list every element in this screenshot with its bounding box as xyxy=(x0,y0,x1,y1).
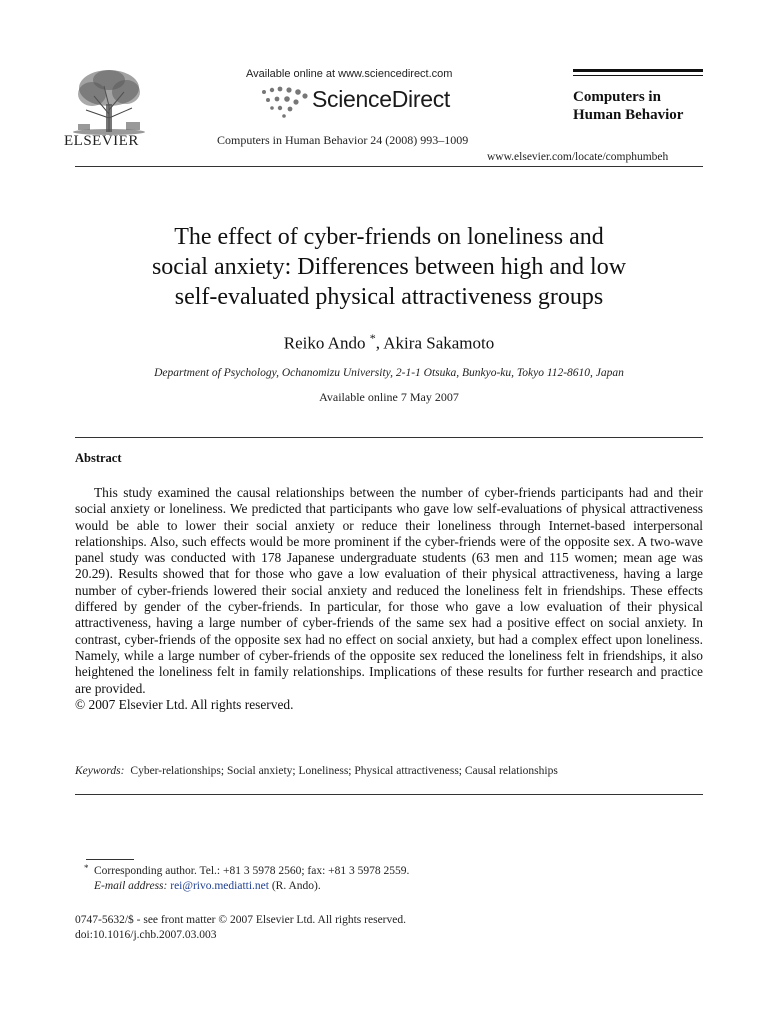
abstract-paragraph: This study examined the causal relationships between the number of cyber-friends participants had and their social anxiety or loneliness. We predicted that participants who gave low self-evaluations of physical attractiveness would be able to lower their social anxiety or reduce their loneliness through Internet-based interpersonal relationships. Also, such effects would be more prominent if the cyber-friends were of the opposite sex. A two-wave panel study was conducted with 178 Japanese undergraduate students (63 men and 115 women; mean age was 20.29). Results showed that for those who gave a low evaluation of their physical attractiveness, having a large number of cyber-friends lowered their social anxiety and reduced the loneliness felt in friendships. These effects differed by gender of the cyber-friends. In particular, for those who gave a low evaluation of their physical attractiveness, having a large number of cyber-friends of the same sex had a positive effect on social anxiety. In contrast, cyber-friends of the opposite sex had no effect on social anxiety, but had a complex effect upon loneliness. Namely, while a large number of cyber-friends of the opposite sex reduced the loneliness felt in friendships, it also heightened the loneliness felt in family relationships. Implications of these results for further research and practice are provided. xyxy=(75,485,703,696)
journal-name xyxy=(573,88,683,124)
abstract-body xyxy=(75,485,703,713)
footnote-email-line xyxy=(84,879,409,894)
email-label: E-mail address: xyxy=(94,880,168,892)
corresponding-author-mark[interactable]: * xyxy=(369,331,376,345)
journal-rule-thick xyxy=(573,69,703,72)
article-title xyxy=(75,222,703,312)
keywords xyxy=(75,765,703,777)
keywords-label: Keywords: xyxy=(75,765,125,777)
abstract-heading: Abstract xyxy=(75,451,122,465)
available-online-date: Available online 7 May 2007 xyxy=(319,390,459,404)
abstract-copyright: © 2007 Elsevier Ltd. All rights reserved. xyxy=(75,696,294,712)
article-title-line2: social anxiety: Differences between high and low xyxy=(151,254,627,280)
journal-citation: Computers in Human Behavior 24 (2008) 993–1009 xyxy=(217,133,469,147)
footnote-mark: * xyxy=(84,863,89,873)
publisher-name: ELSEVIER xyxy=(64,133,139,149)
author-list xyxy=(75,331,703,354)
author-name[interactable]: Reiko Ando xyxy=(283,333,366,353)
footnote-contact: Corresponding author. Tel.: +81 3 5978 2560; fax: +81 3 5978 2559. xyxy=(94,865,410,877)
issn-line: 0747-5632/$ - see front matter © 2007 Elsevier Ltd. All rights reserved. xyxy=(75,914,406,926)
footnote-divider xyxy=(86,859,134,860)
header-divider xyxy=(75,166,703,167)
email-link[interactable]: rei@rivo.mediatti.net xyxy=(170,880,269,892)
email-suffix: (R. Ando). xyxy=(268,880,321,892)
available-online-text: Available online at www.sciencedirect.com xyxy=(246,68,453,80)
journal-rule-thin xyxy=(573,75,703,76)
article-title-line1: The effect of cyber-friends on loneliness and xyxy=(174,224,604,250)
author-separator: , xyxy=(375,333,384,353)
journal-name-line1: Computers in xyxy=(573,89,661,105)
author-name[interactable]: Akira Sakamoto xyxy=(383,333,495,353)
journal-name-line2: Human Behavior xyxy=(573,107,684,123)
journal-url[interactable]: www.elsevier.com/locate/comphumbeh xyxy=(487,151,669,163)
abstract-bottom-divider xyxy=(75,794,703,795)
doi-line[interactable]: doi:10.1016/j.chb.2007.03.003 xyxy=(75,929,217,941)
abstract-top-divider xyxy=(75,437,703,438)
corresponding-author-footnote xyxy=(84,864,409,894)
sciencedirect-wordmark: ScienceDirect xyxy=(312,86,450,112)
article-title-line3: self-evaluated physical attractiveness groups xyxy=(174,284,604,310)
front-matter xyxy=(75,913,406,943)
keywords-list: Cyber-relationships; Social anxiety; Loneliness; Physical attractiveness; Causal relationships xyxy=(130,765,558,777)
affiliation: Department of Psychology, Ochanomizu University, 2-1-1 Otsuka, Bunkyo-ku, Tokyo 112-8610, Japan xyxy=(154,367,624,379)
